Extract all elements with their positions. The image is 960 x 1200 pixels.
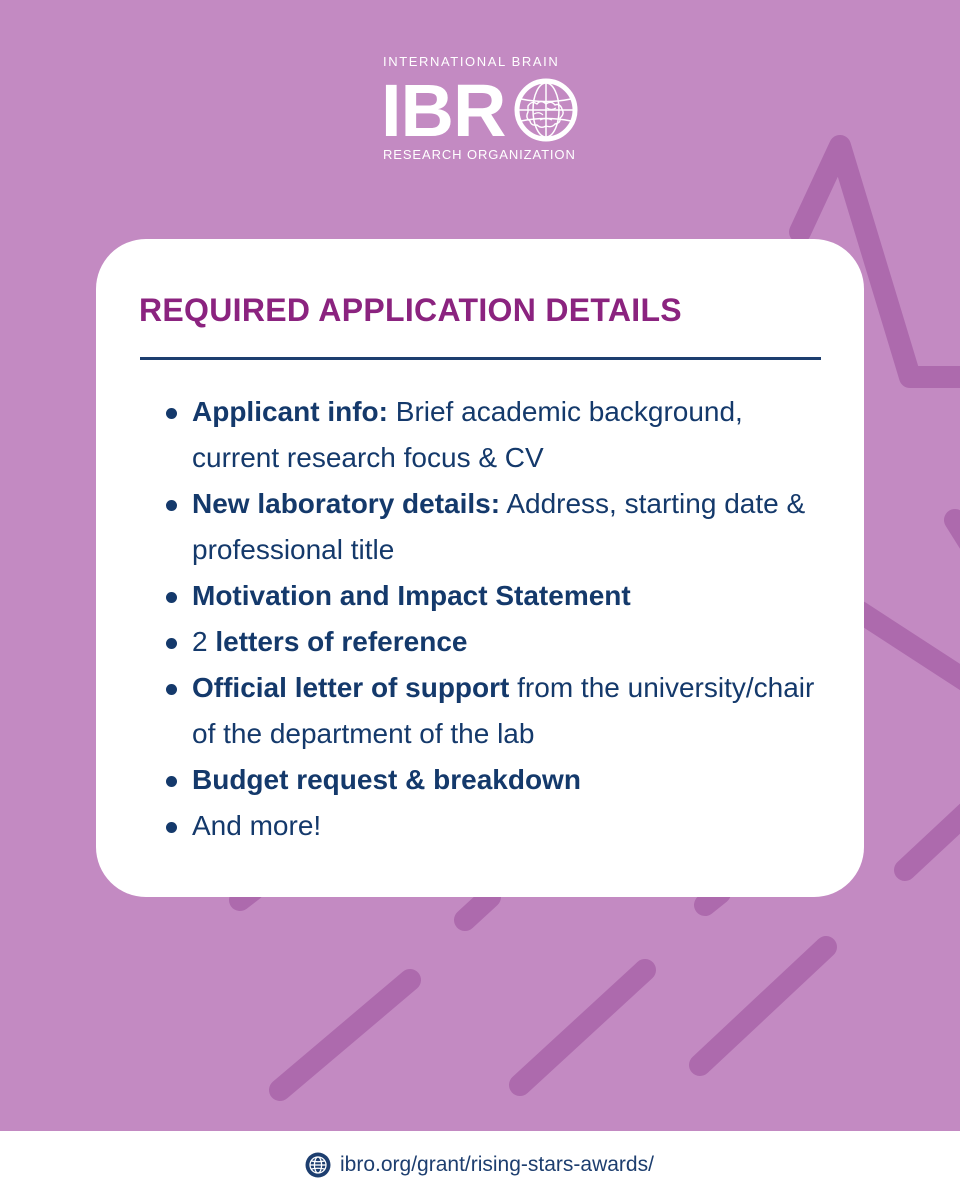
diagonal-stroke bbox=[700, 947, 826, 1065]
bullet-icon bbox=[166, 684, 177, 695]
logo-wordmark: IBR bbox=[381, 69, 506, 152]
list-item bbox=[192, 757, 832, 803]
website-link-text: ibro.org/grant/rising-stars-awards/ bbox=[340, 1153, 654, 1176]
list-item bbox=[192, 481, 832, 573]
footer-bar bbox=[0, 1131, 960, 1200]
list-item bbox=[192, 665, 832, 757]
title-divider bbox=[140, 357, 821, 360]
diagonal-stroke bbox=[280, 980, 410, 1090]
item-text: from the university/chair of the department of the lab bbox=[192, 672, 815, 749]
bullet-icon bbox=[166, 592, 177, 603]
logo-bottom-text: RESEARCH ORGANIZATION bbox=[383, 147, 576, 162]
item-prefix-text: 2 bbox=[192, 626, 216, 657]
item-bold-text: Official letter of support bbox=[192, 672, 510, 703]
logo-top-text: INTERNATIONAL BRAIN bbox=[383, 54, 560, 69]
item-bold-text: Motivation and Impact Statement bbox=[192, 580, 631, 611]
item-text: Address, starting date & professional title bbox=[192, 488, 806, 565]
website-link[interactable] bbox=[305, 1152, 654, 1178]
star-outline-shape bbox=[860, 612, 960, 690]
brain-globe-icon bbox=[514, 78, 578, 142]
bullet-icon bbox=[166, 822, 177, 833]
item-text: And more! bbox=[192, 810, 322, 841]
bullet-icon bbox=[166, 408, 177, 419]
item-bold-text: New laboratory details: bbox=[192, 488, 501, 519]
item-bold-text: Budget request & breakdown bbox=[192, 764, 581, 795]
list-item bbox=[192, 619, 832, 665]
star-outline-shape bbox=[905, 800, 960, 870]
details-list bbox=[192, 389, 832, 849]
bullet-icon bbox=[166, 638, 177, 649]
diagonal-stroke bbox=[465, 897, 490, 920]
star-outline-shape bbox=[955, 520, 960, 560]
globe-icon bbox=[305, 1152, 331, 1178]
item-bold-text: Applicant info: bbox=[192, 396, 388, 427]
ibro-logo bbox=[383, 52, 579, 164]
list-item bbox=[192, 389, 832, 481]
bullet-icon bbox=[166, 500, 177, 511]
diagonal-stroke bbox=[520, 970, 645, 1085]
item-bold-text: letters of reference bbox=[215, 626, 468, 657]
list-item bbox=[192, 573, 832, 619]
bullet-icon bbox=[166, 776, 177, 787]
card-title: REQUIRED APPLICATION DETAILS bbox=[139, 292, 682, 328]
list-item bbox=[192, 803, 832, 849]
item-text: Brief academic background, current research focus & CV bbox=[192, 396, 743, 473]
application-details-card bbox=[96, 239, 864, 897]
